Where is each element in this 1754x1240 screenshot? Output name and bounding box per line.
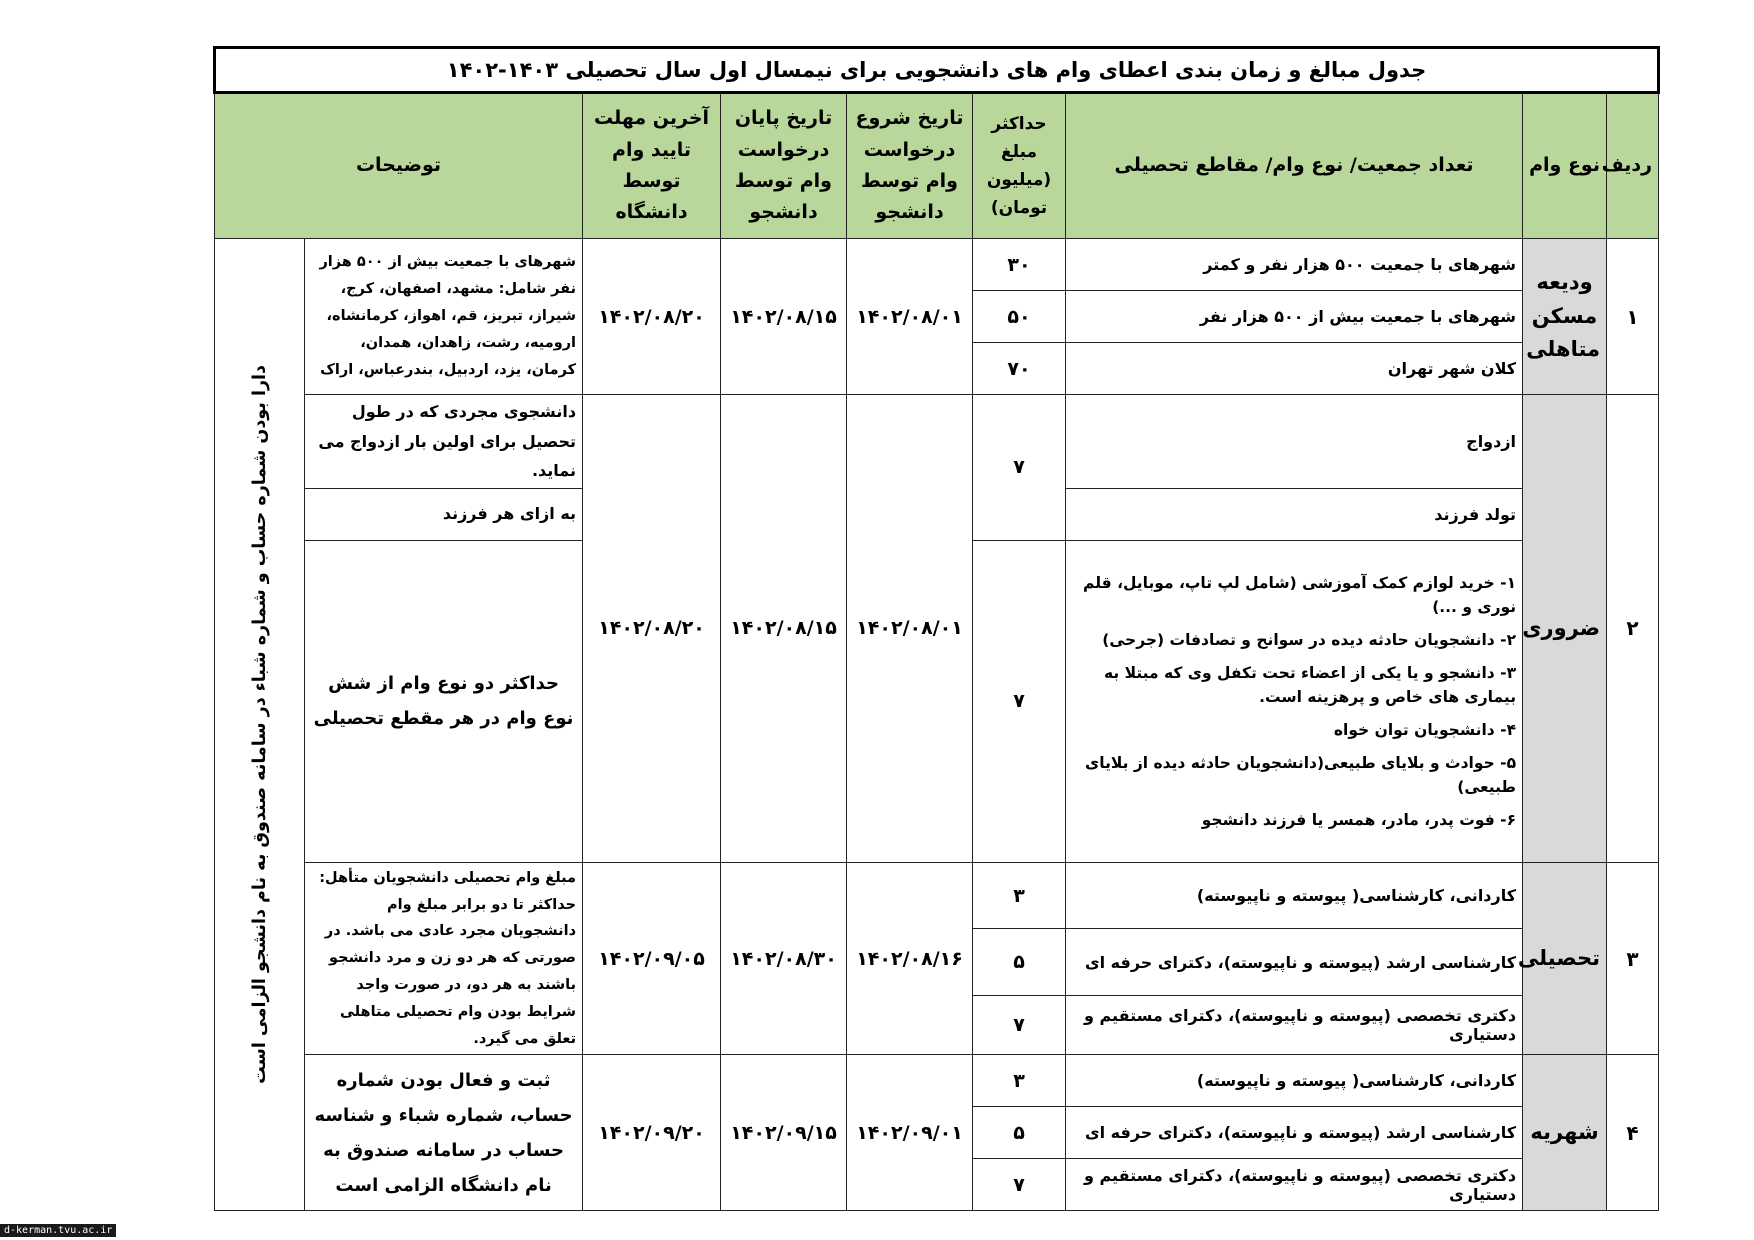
approval-deadline: ۱۴۰۲/۰۸/۲۰: [583, 395, 721, 863]
site-tag: d-kerman.tvu.ac.ir: [0, 1224, 116, 1237]
header-notes: توضیحات: [215, 93, 583, 239]
notes-childbirth: به ازای هر فرزند: [305, 488, 583, 540]
subcategory: کلان شهر تهران: [1066, 343, 1523, 395]
max-amount: ۷: [973, 1159, 1066, 1211]
list-item: ۴- دانشجویان توان خواه: [1333, 720, 1517, 739]
loan-type-essential: ضروری: [1523, 395, 1607, 863]
table-title: جدول مبالغ و زمان بندی اعطای وام های دانشجویی برای نیمسال اول سال تحصیلی ۱۴۰۳-۱۴۰۲: [215, 48, 1659, 93]
loan-type-educational: تحصیلی: [1523, 862, 1607, 1055]
approval-deadline: ۱۴۰۲/۰۹/۰۵: [583, 862, 721, 1055]
subcategory: شهرهای با جمعیت بیش از ۵۰۰ هزار نفر: [1066, 291, 1523, 343]
max-amount: ۷: [973, 395, 1066, 541]
end-date: ۱۴۰۲/۰۸/۱۵: [721, 395, 847, 863]
loan-type-housing: ودیعه مسکن متاهلی: [1523, 239, 1607, 395]
essential-causes-list: [1066, 540, 1523, 862]
list-item: ۶- فوت پدر، مادر، همسر یا فرزند دانشجو: [1201, 810, 1517, 829]
start-date: ۱۴۰۲/۰۸/۱۶: [847, 862, 973, 1055]
notes-educational: مبلغ وام تحصیلی دانشجویان متأهل: حداکثر تا دو برابر مبلغ وام دانشجویان مجرد عادی می باشد. در صورتی که هر دو زن و مرد دانشجو باشند به هر دو، در صورت واجد شرایط بودن وام تحصیلی متاهلی تعلق می گیرد.: [305, 862, 583, 1055]
subcategory: کاردانی، کارشناسی( پیوسته و ناپیوسته): [1066, 862, 1523, 929]
approval-deadline: ۱۴۰۲/۰۸/۲۰: [583, 239, 721, 395]
loan-table: [213, 46, 1660, 1211]
end-date: ۱۴۰۲/۰۸/۳۰: [721, 862, 847, 1055]
side-note: [215, 239, 305, 1211]
end-date: ۱۴۰۲/۰۸/۱۵: [721, 239, 847, 395]
notes-marriage: دانشجوی مجردی که در طول تحصیل برای اولین بار ازدواج می نماید.: [305, 395, 583, 489]
notes-housing: شهرهای با جمعیت بیش از ۵۰۰ هزار نفر شامل: مشهد، اصفهان، کرج، شیراز، تبریز، قم، اهواز، کرمانشاه، ارومیه، رشت، زاهدان، همدان، کرمان، یزد، اردبیل، بندرعباس، اراک: [305, 239, 583, 395]
max-amount: ۳: [973, 862, 1066, 929]
header-subcategory: تعداد جمعیت/ نوع وام/ مقاطع تحصیلی: [1066, 93, 1523, 239]
header-max-amount: حداکثر مبلغ (میلیون تومان): [973, 93, 1066, 239]
header-row-number: ردیف: [1607, 93, 1659, 239]
max-amount: ۵: [973, 929, 1066, 996]
max-amount: ۷: [973, 540, 1066, 862]
row-number: ۳: [1607, 862, 1659, 1055]
list-item: ۱- خرید لوازم کمک آموزشی (شامل لپ تاپ، موبایل، قلم نوری و ...): [1083, 573, 1517, 616]
start-date: ۱۴۰۲/۰۹/۰۱: [847, 1055, 973, 1211]
row-number: ۲: [1607, 395, 1659, 863]
subcategory: تولد فرزند: [1066, 488, 1523, 540]
notes-tuition: ثبت و فعال بودن شماره حساب، شماره شباء و شناسه حساب در سامانه صندوق به نام دانشگاه الزامی است: [305, 1055, 583, 1211]
notes-essential: حداکثر دو نوع وام از شش نوع وام در هر مقطع تحصیلی: [305, 540, 583, 862]
header-approval-deadline: آخرین مهلت تایید وام توسط دانشگاه: [583, 93, 721, 239]
subcategory: شهرهای با جمعیت ۵۰۰ هزار نفر و کمتر: [1066, 239, 1523, 291]
max-amount: ۳۰: [973, 239, 1066, 291]
subcategory: دکتری تخصصی (پیوسته و ناپیوسته)، دکترای مستقیم و دستیاری: [1066, 1159, 1523, 1211]
subcategory: کارشناسی ارشد (پیوسته و ناپیوسته)، دکترای حرفه ای: [1066, 1107, 1523, 1159]
row-number: ۱: [1607, 239, 1659, 395]
approval-deadline: ۱۴۰۲/۰۹/۲۰: [583, 1055, 721, 1211]
max-amount: ۷: [973, 995, 1066, 1055]
subcategory: کارشناسی ارشد (پیوسته و ناپیوسته)، دکترای حرفه ای: [1066, 929, 1523, 996]
subcategory: دکتری تخصصی (پیوسته و ناپیوسته)، دکترای مستقیم و دستیاری: [1066, 995, 1523, 1055]
list-item: ۵- حوادث و بلایای طبیعی(دانشجویان حادثه دیده از بلایای طبیعی): [1085, 753, 1517, 796]
max-amount: ۵۰: [973, 291, 1066, 343]
header-loan-type: نوع وام: [1523, 93, 1607, 239]
end-date: ۱۴۰۲/۰۹/۱۵: [721, 1055, 847, 1211]
side-note-text: دارا بودن شماره حساب و شماره شباء در سامانه صندوق به نام دانشجو الزامی است: [249, 365, 270, 1085]
header-start-date: تاریخ شروع درخواست وام توسط دانشجو: [847, 93, 973, 239]
subcategory: ازدواج: [1066, 395, 1523, 489]
max-amount: ۷۰: [973, 343, 1066, 395]
start-date: ۱۴۰۲/۰۸/۰۱: [847, 395, 973, 863]
list-item: ۲- دانشجویان حادثه دیده در سوانح و تصادفات (جرحی): [1102, 630, 1517, 649]
subcategory: کاردانی، کارشناسی( پیوسته و ناپیوسته): [1066, 1055, 1523, 1107]
max-amount: ۳: [973, 1055, 1066, 1107]
list-item: ۳- دانشجو و یا یکی از اعضاء تحت تکفل وی که مبتلا به بیماری های خاص و پرهزینه است.: [1103, 663, 1517, 706]
loan-type-tuition: شهریه: [1523, 1055, 1607, 1211]
start-date: ۱۴۰۲/۰۸/۰۱: [847, 239, 973, 395]
row-number: ۴: [1607, 1055, 1659, 1211]
max-amount: ۵: [973, 1107, 1066, 1159]
header-end-date: تاریخ پایان درخواست وام توسط دانشجو: [721, 93, 847, 239]
